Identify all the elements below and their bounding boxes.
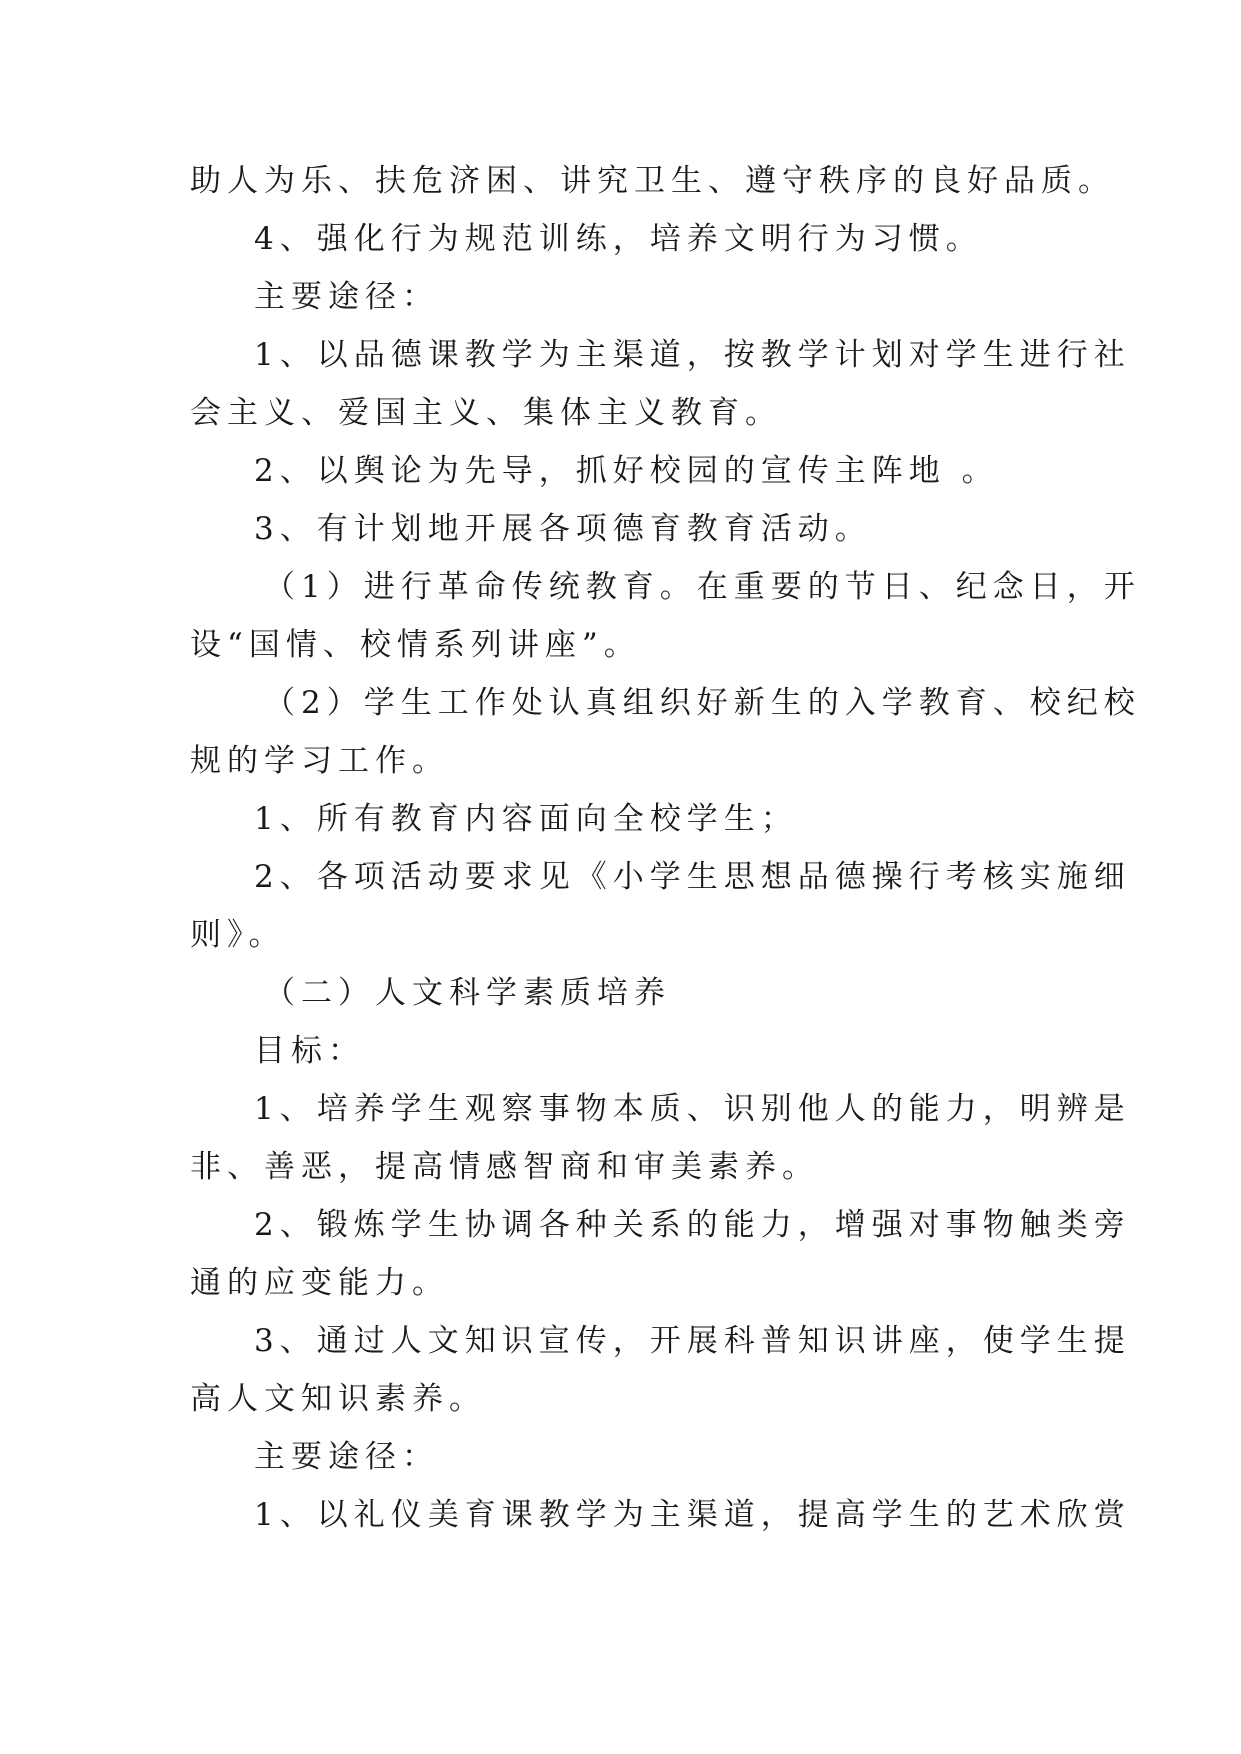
text-line: 高人文知识素养。 — [190, 1381, 486, 1417]
document-body — [190, 152, 1141, 1544]
text-line: 会主义、爱国主义、集体主义教育。 — [190, 395, 782, 431]
text-line: 助人为乐、扶危济困、讲究卫生、遵守秩序的良好品质。 — [190, 163, 1115, 199]
text-line: 2、以舆论为先导，抓好校园的宣传主阵地 。 — [254, 453, 999, 489]
text-line: 3、通过人文知识宣传，开展科普知识讲座，使学生提 — [254, 1323, 1131, 1359]
text-line: 非、善恶，提高情感智商和审美素养。 — [190, 1149, 819, 1185]
text-line: 1、所有教育内容面向全校学生； — [254, 801, 798, 837]
text-line: 1、以礼仪美育课教学为主渠道，提高学生的艺术欣赏 — [254, 1497, 1131, 1533]
text-line: 2、各项活动要求见《小学生思想品德操行考核实施细 — [254, 859, 1131, 895]
text-line: 3、有计划地开展各项德育教育活动。 — [254, 511, 872, 547]
text-line: （2）学生工作处认真组织好新生的入学教育、校纪校 — [264, 685, 1141, 721]
section-heading: 主要途径： — [254, 1439, 439, 1475]
text-line: 1、培养学生观察事物本质、识别他人的能力，明辨是 — [254, 1091, 1131, 1127]
text-line: 规的学习工作。 — [190, 743, 449, 779]
section-heading: 主要途径： — [254, 279, 439, 315]
text-line: 设“国情、校情系列讲座”。 — [190, 627, 641, 663]
text-line: （1）进行革命传统教育。在重要的节日、纪念日，开 — [264, 569, 1141, 605]
section-heading: （二）人文科学素质培养 — [264, 975, 671, 1011]
text-line: 4、强化行为规范训练，培养文明行为习惯。 — [254, 221, 983, 257]
text-line: 通的应变能力。 — [190, 1265, 449, 1301]
text-line: 则》。 — [190, 917, 286, 953]
text-line: 1、以品德课教学为主渠道，按教学计划对学生进行社 — [254, 337, 1131, 373]
section-heading: 目标： — [254, 1033, 365, 1069]
text-line: 2、锻炼学生协调各种关系的能力，增强对事物触类旁 — [254, 1207, 1131, 1243]
